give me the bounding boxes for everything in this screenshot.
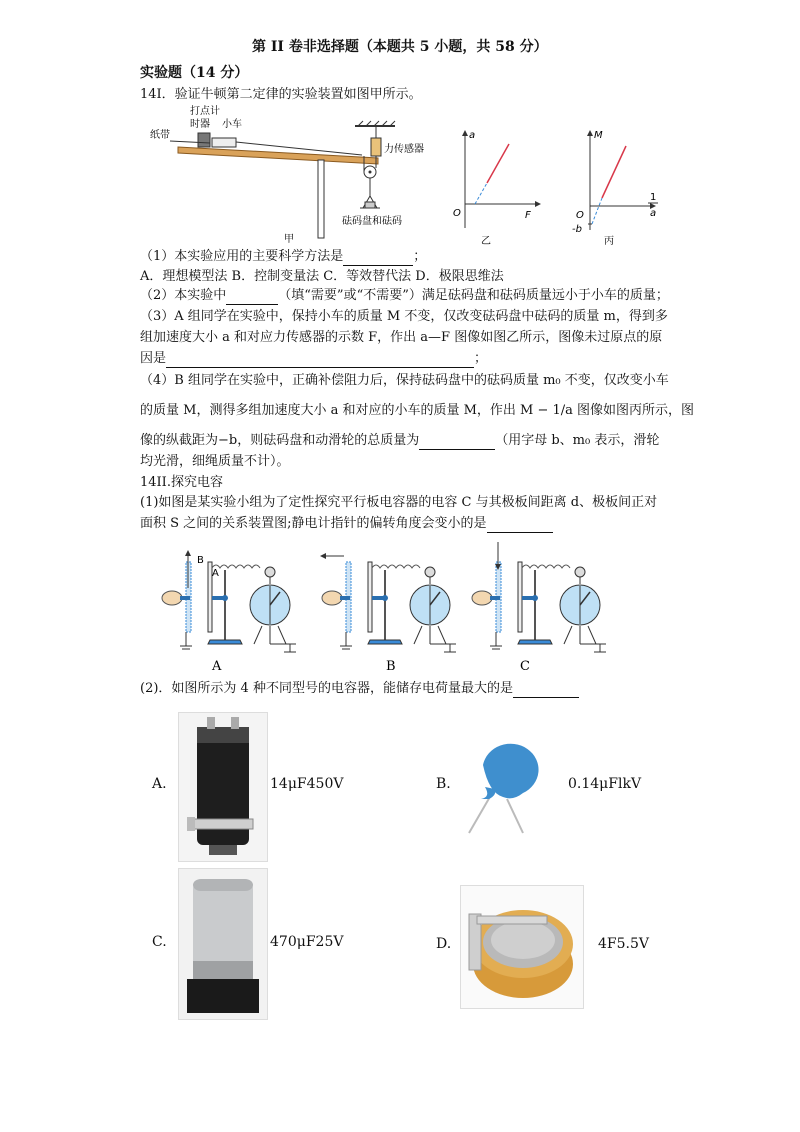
label-sensor: 力传感器: [384, 144, 424, 155]
section-header: 第 II 卷非选择题（本题共 5 小题，共 58 分）: [252, 39, 548, 55]
capacitor-a-photo: [178, 712, 268, 862]
answer-blank-1[interactable]: [343, 251, 413, 266]
q14a-p1-options: A．理想模型法 B．控制变量法 C．等效替代法 D．极限思维法: [140, 269, 504, 284]
q14a-p1-text: （1）本实验应用的主要科学方法是: [140, 249, 344, 264]
q14b-p1-line2: [140, 515, 553, 533]
q14a-p1-end: ；: [413, 249, 427, 264]
q14a-p2-text-a: （2）本实验中: [140, 288, 227, 303]
q14a-p1: [140, 248, 426, 266]
answer-blank-4[interactable]: [419, 435, 495, 450]
label-cart: 小车: [222, 119, 242, 130]
cap-a-letter: A.: [152, 776, 167, 792]
label-jia: 甲: [284, 234, 294, 245]
q14a-p3-text-b: ；: [474, 351, 488, 366]
answer-blank-2[interactable]: [226, 290, 278, 305]
setup-label-b: B: [386, 659, 396, 674]
q14a-p4-text-b: （用字母 b、m₀ 表示，滑轮: [495, 433, 660, 448]
cap-c-spec: 470μF25V: [270, 934, 344, 950]
neg-b-label: -b: [572, 224, 582, 235]
q14a-p4-text-a: 像的纵截距为−b，则砝码盘和动滑轮的总质量为: [140, 433, 420, 448]
line-dashed: [475, 183, 487, 204]
label-bing: 丙: [604, 236, 614, 246]
origin-label: O: [453, 208, 461, 219]
cap-c-letter: C.: [152, 934, 167, 950]
q14b-p2: [140, 680, 579, 698]
setup-b: [320, 553, 456, 652]
setup-label-a: A: [212, 659, 222, 674]
capacitor-c-photo: [178, 868, 268, 1020]
capacitor-d-photo: [460, 885, 584, 1009]
plate-b-label: B: [197, 555, 204, 566]
q14a-p4-line2: 的质量 M，测得多组加速度大小 a 和对应的小车的质量 M，作出 M − 1/a 图像如图丙所示，图: [140, 403, 695, 418]
line-dashed: [592, 198, 602, 224]
label-tape: 纸带: [150, 130, 170, 141]
cap-a-spec: 14μF450V: [270, 776, 344, 792]
q14a-p4-line4: 均光滑，细绳质量不计）。: [140, 454, 290, 469]
line-solid: [602, 146, 626, 198]
cap-d-letter: D.: [436, 936, 452, 952]
figure-jia-apparatus: [150, 100, 450, 250]
q14b-p1-line1: (1)如图是某实验小组为了定性探究平行板电容器的电容 C 与其极板间距离 d、极板间正对: [140, 495, 658, 510]
figure-yi-graph: [445, 128, 545, 246]
timer-box: [198, 133, 210, 147]
incline-board: [178, 147, 378, 164]
q14a-p4-line1: （4）B 组同学在实验中，正确补偿阻力后，保持砝码盘中的砝码质量 m₀ 不变，仅改变小车: [140, 373, 669, 388]
q14a-title: 14I．验证牛顿第二定律的实验装置如图甲所示。: [140, 87, 422, 102]
q14a-p3-line3: [140, 350, 487, 368]
q14a-p3-text-a: 因是: [140, 351, 167, 366]
label-pan: 砝码盘和砝码: [342, 216, 402, 227]
q14a-p2-text-b: （填“需要”或“不需要”）满足砝码盘和砝码质量远小于小车的质量；: [278, 288, 669, 303]
axis-a-label: a: [469, 130, 476, 141]
answer-blank-5[interactable]: [487, 518, 553, 533]
setup-c: [472, 542, 606, 652]
force-sensor: [371, 138, 381, 156]
capacitor-setups-figure: [150, 540, 620, 675]
q14a-p2: [140, 287, 669, 305]
cap-d-spec: 4F5.5V: [598, 936, 649, 952]
axis-M-label: M: [594, 130, 603, 141]
line-solid: [487, 144, 509, 183]
q14b-p1-text: 面积 S 之间的关系装置图;静电计指针的偏转角度会变小的是: [140, 516, 487, 531]
cap-b-spec: 0.14μFlkV: [568, 776, 642, 792]
q14b-p2-text: (2)．如图所示为 4 种不同型号的电容器，能储存电荷量最大的是: [140, 681, 513, 696]
cap-b-letter: B.: [436, 776, 451, 792]
axis-1a-den: a: [650, 208, 657, 219]
cart-box: [212, 138, 236, 147]
axis-1a-num: 1: [650, 192, 657, 203]
q14a-p3-line1: （3）A 组同学在实验中，保持小车的质量 M 不变，仅改变砝码盘中砝码的质量 m，得到多: [140, 309, 668, 324]
axis-F-label: F: [525, 210, 531, 221]
origin-label: O: [576, 210, 584, 221]
setup-a: [162, 550, 296, 652]
label-yi: 乙: [481, 236, 491, 246]
label-timer-2: 时器: [190, 119, 210, 130]
setup-label-c: C: [520, 659, 530, 674]
answer-blank-3[interactable]: [166, 353, 474, 368]
figure-bing-graph: [570, 128, 670, 246]
q14b-title: 14II.探究电容: [140, 475, 223, 490]
label-timer-1: 打点计: [190, 106, 220, 117]
answer-blank-6[interactable]: [513, 683, 579, 698]
capacitor-b-photo: [455, 725, 555, 835]
subheader: 实验题（14 分）: [140, 65, 249, 81]
q14a-p3-line2: 组加速度大小 a 和对应力传感器的示数 F，作出 a—F 图像如图乙所示，图像未过原点的原: [140, 330, 663, 345]
table-leg: [318, 160, 324, 238]
q14a-p4-line3: [140, 432, 659, 450]
plate-a-label: A: [212, 568, 219, 579]
